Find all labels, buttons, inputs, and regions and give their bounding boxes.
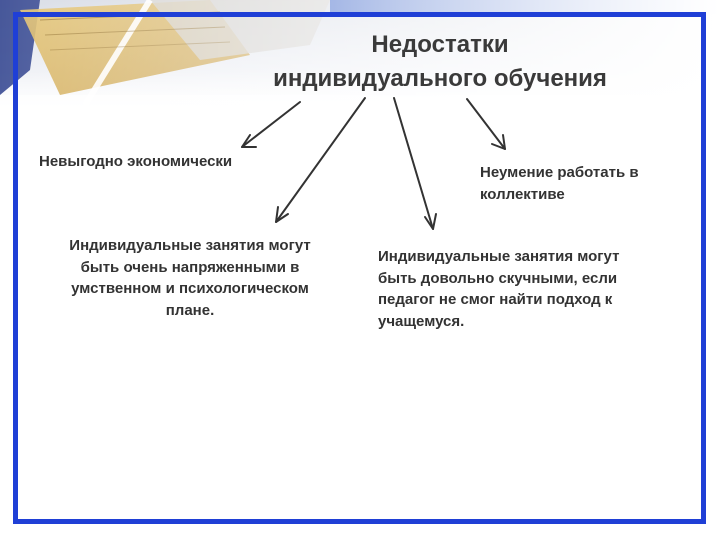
arrow-to-team (467, 99, 505, 149)
title-line-1: Недостатки (371, 31, 509, 58)
node-economically-unprofitable: Невыгодно экономически (39, 153, 233, 170)
arrow-to-economic (242, 102, 300, 147)
node-teamwork-inability: Неумение работать в коллективе (480, 164, 639, 203)
node-mental-stress: Индивидуальные занятия могут быть очень напряженными в умственном и психологическом плане. (69, 237, 311, 319)
arrow-to-stress (276, 98, 365, 222)
arrow-to-boring (394, 98, 436, 229)
title-line-2: индивидуального обучения (273, 65, 607, 92)
node-boring-lessons: Индивидуальные занятия могут быть довольно скучными, если педагог не смог найти подход к учащемуся. (378, 248, 620, 330)
